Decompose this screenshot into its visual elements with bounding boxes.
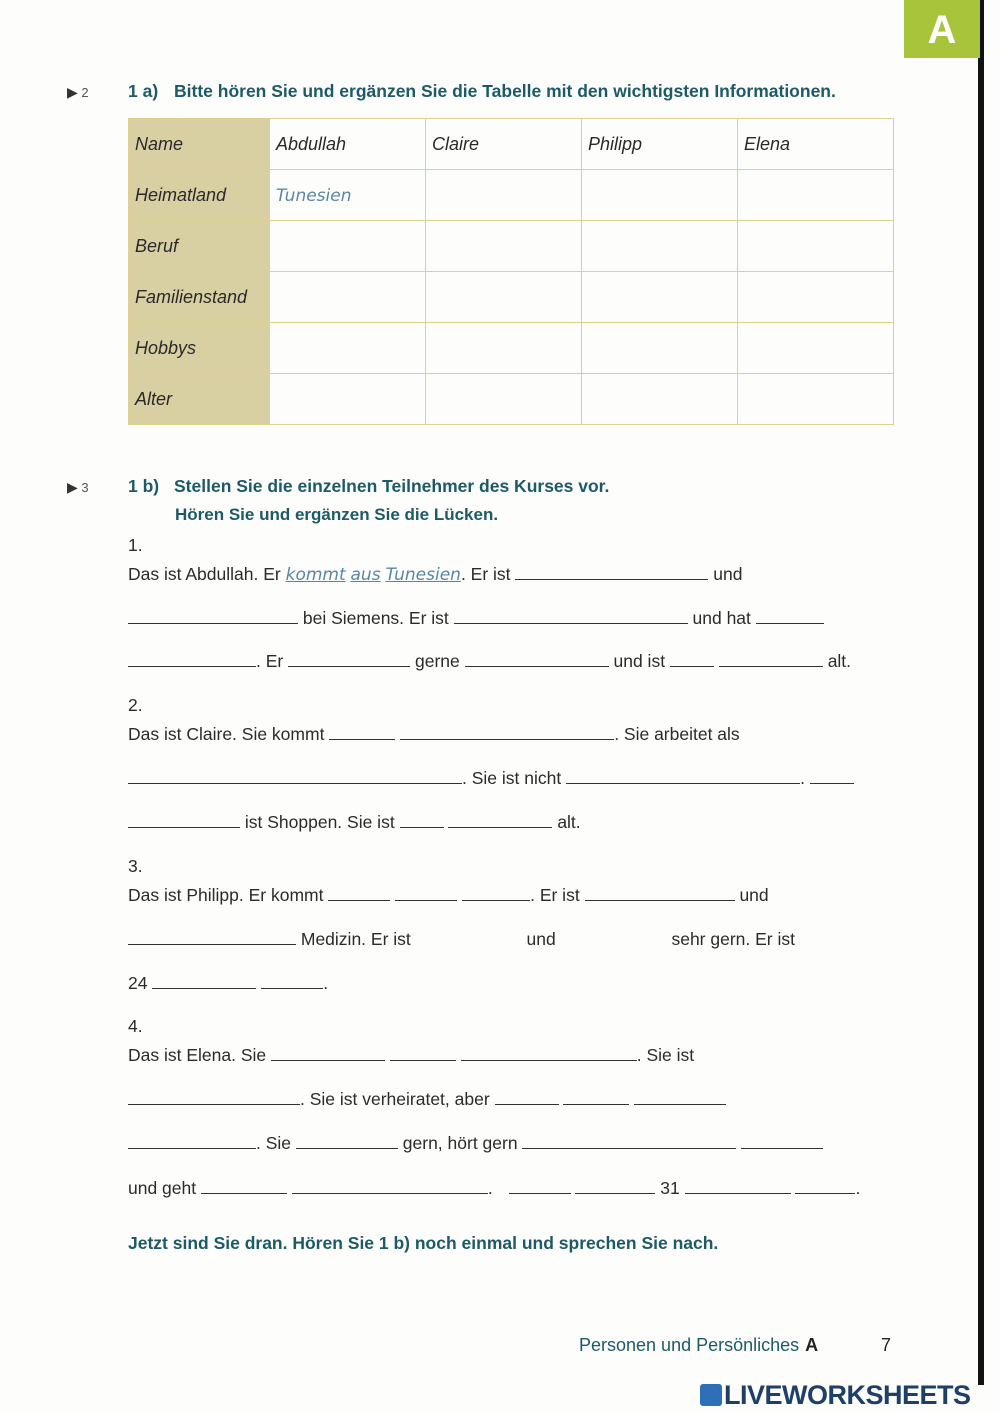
- text: . Sie ist nicht: [462, 768, 562, 788]
- exercise-instruction: Bitte hören Sie und ergänzen Sie die Tabelle mit den wichtigsten Informationen.: [174, 81, 836, 101]
- page-edge-bar: [978, 0, 984, 1385]
- table-row: [129, 170, 894, 221]
- gap-blank[interactable]: [400, 723, 614, 740]
- text: . Sie arbeitet als: [614, 724, 740, 744]
- text: Das ist Philipp. Er kommt: [128, 885, 324, 905]
- answer-cell[interactable]: [738, 170, 894, 221]
- gap-blank[interactable]: [462, 884, 530, 901]
- gap-blank[interactable]: [128, 928, 296, 945]
- gap-line: [128, 767, 854, 789]
- gap-blank[interactable]: [395, 884, 457, 901]
- page-footer: [579, 1335, 818, 1356]
- gap-line: [128, 972, 328, 994]
- footer-text: Personen und Persönliches: [579, 1335, 800, 1355]
- text: .: [323, 973, 329, 993]
- audio-track-marker[interactable]: [67, 479, 89, 496]
- text: gern, hört gern: [402, 1133, 518, 1153]
- gap-line: [128, 884, 769, 906]
- gap-blank[interactable]: [390, 1044, 456, 1061]
- row-label: Heimatland: [129, 170, 270, 221]
- gap-line: [128, 928, 795, 950]
- gap-blank[interactable]: [515, 563, 708, 580]
- answer-cell[interactable]: [738, 323, 894, 374]
- play-icon: ▶: [67, 479, 78, 495]
- gap-blank[interactable]: [271, 1044, 385, 1061]
- gap-line: [128, 563, 742, 585]
- gap-blank[interactable]: [741, 1132, 823, 1149]
- header-cell: Abdullah: [270, 119, 426, 170]
- gap-line: [128, 650, 851, 672]
- text: und geht: [128, 1178, 197, 1198]
- answer-cell[interactable]: [270, 170, 426, 221]
- table-row: [129, 119, 894, 170]
- answer-cell[interactable]: [582, 221, 738, 272]
- gap-line: [128, 811, 581, 833]
- gap-blank[interactable]: [634, 1088, 726, 1105]
- answer-cell[interactable]: [270, 221, 426, 272]
- exercise-1a-heading: [128, 81, 836, 102]
- exercise-1b-heading: [128, 476, 609, 497]
- gap-blank[interactable]: [509, 1177, 571, 1194]
- text: ist Shoppen. Sie ist: [244, 812, 395, 832]
- text: gerne: [414, 651, 460, 671]
- table-row: [129, 323, 894, 374]
- answer-cell[interactable]: [582, 170, 738, 221]
- final-instruction: Jetzt sind Sie dran. Hören Sie 1 b) noch einmal und sprechen Sie nach.: [128, 1233, 719, 1253]
- gap-line: [128, 1132, 823, 1154]
- gap-blank[interactable]: [585, 884, 735, 901]
- filled-answer: aus: [350, 565, 381, 585]
- gap-blank[interactable]: [400, 811, 444, 828]
- gap-blank[interactable]: [465, 650, 609, 667]
- gap-blank[interactable]: [128, 650, 256, 667]
- answer-cell[interactable]: [426, 374, 582, 425]
- gap-blank[interactable]: [201, 1177, 287, 1194]
- table-row: [129, 374, 894, 425]
- section-number: 2.: [128, 695, 143, 715]
- gap-line: [128, 1088, 726, 1110]
- text: und hat: [692, 608, 751, 628]
- exercise-subinstruction: Hören Sie und ergänzen Sie die Lücken.: [175, 505, 499, 524]
- page-number: 7: [881, 1335, 892, 1355]
- gap-line: [128, 607, 824, 629]
- gap-line: [128, 723, 740, 745]
- gap-blank[interactable]: [296, 1132, 398, 1149]
- track-number: 2: [81, 85, 89, 100]
- text: und: [713, 564, 743, 584]
- gap-blank[interactable]: [128, 607, 298, 624]
- filled-answer: Tunesien: [385, 565, 461, 585]
- gap-blank[interactable]: [566, 767, 800, 784]
- gap-blank[interactable]: [795, 1177, 855, 1194]
- answer-cell[interactable]: [738, 374, 894, 425]
- gap-blank[interactable]: [128, 1132, 256, 1149]
- info-table: [128, 118, 894, 425]
- gap-blank[interactable]: [461, 1044, 637, 1061]
- gap-blank[interactable]: [575, 1177, 655, 1194]
- text: 31: [660, 1178, 680, 1198]
- section-number: 3.: [128, 856, 143, 876]
- text: .: [800, 768, 805, 788]
- answer-cell[interactable]: [582, 323, 738, 374]
- header-cell: Philipp: [582, 119, 738, 170]
- gap-blank[interactable]: [328, 884, 390, 901]
- gap-blank[interactable]: [810, 767, 854, 784]
- gap-blank[interactable]: [128, 767, 462, 784]
- gap-blank[interactable]: [756, 607, 824, 624]
- filled-answer: kommt: [285, 565, 346, 585]
- text: Das ist Abdullah. Er: [128, 564, 281, 584]
- text: alt.: [827, 651, 852, 671]
- row-label: Beruf: [129, 221, 270, 272]
- text: .: [855, 1178, 861, 1198]
- gap-blank[interactable]: [261, 972, 323, 989]
- text: . Er ist: [460, 564, 511, 584]
- text: 24: [128, 973, 148, 993]
- table-row: [129, 221, 894, 272]
- gap-blank[interactable]: [152, 972, 256, 989]
- gap-blank[interactable]: [329, 723, 395, 740]
- exercise-number: 1 a): [128, 81, 159, 101]
- gap-blank[interactable]: [685, 1177, 791, 1194]
- answer-cell[interactable]: [426, 272, 582, 323]
- text: und: [739, 885, 769, 905]
- answer-cell[interactable]: [426, 170, 582, 221]
- answer-cell[interactable]: [582, 374, 738, 425]
- gap-blank[interactable]: [454, 607, 688, 624]
- answer-cell[interactable]: [426, 221, 582, 272]
- text: bei Siemens. Er ist: [302, 608, 449, 628]
- gap-blank[interactable]: [292, 1177, 488, 1194]
- text: Medizin. Er ist: [300, 929, 411, 949]
- text: . Sie ist verheiratet, aber: [300, 1089, 490, 1109]
- answer-cell[interactable]: [270, 323, 426, 374]
- row-label: Hobbys: [129, 323, 270, 374]
- exercise-instruction: Stellen Sie die einzelnen Teilnehmer des Kurses vor.: [174, 476, 610, 496]
- answer-cell[interactable]: [738, 272, 894, 323]
- text: und ist: [613, 651, 666, 671]
- header-cell: Elena: [738, 119, 894, 170]
- exercise-number: 1 b): [128, 476, 160, 496]
- text: .: [487, 1178, 493, 1198]
- text: . Er: [256, 651, 284, 671]
- gap-blank[interactable]: [495, 1088, 559, 1105]
- liveworksheets-logo-icon: [700, 1384, 722, 1406]
- answer-cell[interactable]: [582, 272, 738, 323]
- row-label: Familienstand: [129, 272, 270, 323]
- gap-blank[interactable]: [522, 1132, 736, 1149]
- answer-cell[interactable]: [270, 374, 426, 425]
- gap-blank[interactable]: [448, 811, 552, 828]
- footer-letter: A: [805, 1335, 819, 1355]
- gap-line: [128, 1044, 694, 1066]
- liveworksheets-watermark: [700, 1380, 971, 1411]
- text: alt.: [557, 812, 581, 832]
- text: und: [526, 929, 556, 949]
- play-icon: ▶: [67, 84, 78, 100]
- text: . Sie: [256, 1133, 292, 1153]
- gap-blank[interactable]: [128, 811, 240, 828]
- header-cell: Claire: [426, 119, 582, 170]
- section-number: 4.: [128, 1016, 143, 1036]
- track-number: 3: [81, 480, 89, 495]
- header-cell: Name: [129, 119, 270, 170]
- row-label: Alter: [129, 374, 270, 425]
- gap-blank[interactable]: [670, 650, 714, 667]
- gap-line: [128, 1177, 860, 1199]
- answer-cell[interactable]: [426, 323, 582, 374]
- answer-cell[interactable]: [738, 221, 894, 272]
- example-answer: Tunesien: [276, 185, 352, 206]
- text: . Er ist: [530, 885, 580, 905]
- text: . Sie ist: [636, 1045, 695, 1065]
- answer-cell[interactable]: [270, 272, 426, 323]
- text: sehr gern. Er ist: [671, 929, 795, 949]
- text: Das ist Claire. Sie kommt: [128, 724, 325, 744]
- audio-track-marker[interactable]: [67, 84, 89, 101]
- section-number: 1.: [128, 535, 143, 555]
- gap-blank[interactable]: [288, 650, 410, 667]
- gap-blank[interactable]: [719, 650, 823, 667]
- section-tab: A: [904, 0, 980, 58]
- gap-blank[interactable]: [128, 1088, 300, 1105]
- text: Das ist Elena. Sie: [128, 1045, 267, 1065]
- gap-blank[interactable]: [563, 1088, 629, 1105]
- watermark-text: LIVEWORKSHEETS: [724, 1380, 971, 1410]
- table-row: [129, 272, 894, 323]
